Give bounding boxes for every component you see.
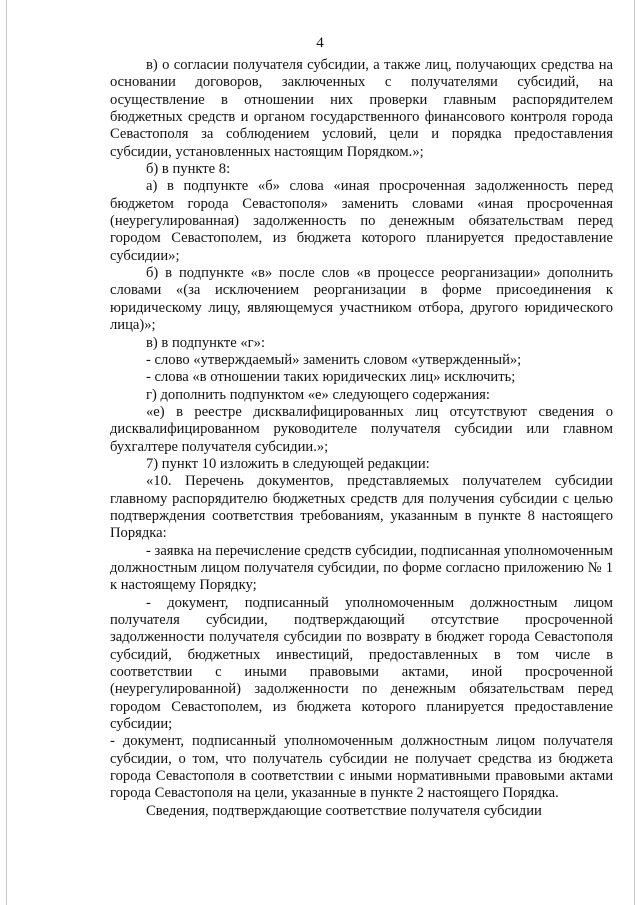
paragraph: Сведения, подтверждающие соответствие получателя субсидии bbox=[146, 802, 542, 819]
paragraph: в) о согласии получателя субсидии, а также лиц, получающих средства на основании договоров, заключенных с получателями субсидий, на осуществление в отношении них проверки главным распорядителем бюджетных средств и органом государственного финансового контроля города Севастополя за соблюдением условий, цели и порядка предоставления субсидии, установленных настоящим Порядком.»; bbox=[110, 57, 613, 160]
paragraph: «10. Перечень документов, представляемых получателем субсидии главному распорядителю бюджетных средств для получения субсидии с целью подтверждения соответствия требованиям, указанным в пункте 8 настоящего Порядка: bbox=[110, 473, 613, 542]
paragraph: - документ, подписанный уполномоченным должностным лицом получателя субсидии, о том, что получатель субсидии не получает средства из бюджета города Севастополя в соответствии с иными нормативными правовыми актами города Севастополя на цели, указанные в пункте 2 настоящего Порядка. bbox=[110, 733, 613, 802]
paragraph: б) в подпункте «в» после слов «в процессе реорганизации» дополнить словами «(за исключением реорганизации в форме присоединения к юридическому лицу, являющемуся участником отбора, другого юридического лица)»; bbox=[110, 265, 613, 334]
paragraph: - документ, подписанный уполномоченным должностным лицом получателя субсидии, подтверждающий отсутствие просроченной задолженности получателя субсидии по возврату в бюджет города Севастополя субсидий, бюджетных инвестиций, предоставленных в том числе в соответствии с иными правовыми актами, иной просроченной (неурегулированной) задолженности по денежным обязательствам перед городом Севастополем, из бюджета которого планируется предоставление субсидии; bbox=[110, 594, 613, 733]
scan-edge-left bbox=[6, 0, 7, 905]
document-body bbox=[110, 57, 613, 820]
paragraph: «е) в реестре дисквалифицированных лиц отсутствуют сведения о дисквалифицированном руководителе получателя субсидии или главном бухгалтере получателя субсидии.»; bbox=[110, 403, 613, 455]
paragraph: б) в пункте 8: bbox=[146, 161, 231, 178]
paragraph: - слова «в отношении таких юридических лиц» исключить; bbox=[146, 369, 516, 386]
page-number: 4 bbox=[316, 35, 324, 51]
paragraph: - слово «утверждаемый» заменить словом «утвержденный»; bbox=[146, 351, 522, 368]
scan-edge-right bbox=[634, 0, 635, 905]
paragraph: 7) пункт 10 изложить в следующей редакции: bbox=[146, 455, 430, 472]
paragraph: в) в подпункте «г»: bbox=[146, 334, 266, 351]
paragraph: г) дополнить подпунктом «е» следующего содержания: bbox=[146, 386, 490, 403]
paragraph: а) в подпункте «б» слова «иная просроченная задолженность перед бюджетом города Севастополя» заменить словами «иная просроченная (неурегулированная) задолженность по денежным обязательствам перед городом Севастополем, из бюджета которого планируется предоставление субсидии»; bbox=[110, 178, 613, 264]
paragraph: - заявка на перечисление средств субсидии, подписанная уполномоченным должностным лицом получателя субсидии, по форме согласно приложению № 1 к настоящему Порядку; bbox=[110, 542, 613, 594]
